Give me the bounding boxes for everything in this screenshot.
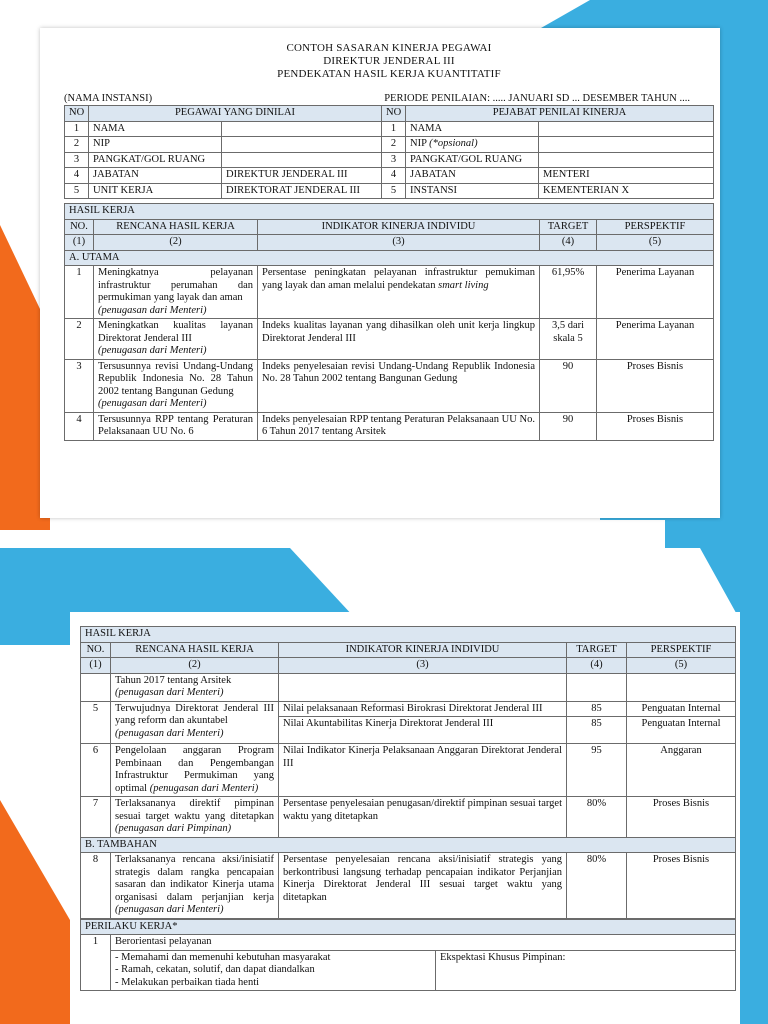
rencana-note: (penugasan dari Menteri) — [115, 727, 224, 739]
row-no — [81, 673, 111, 701]
pegawai-no: 2 — [65, 137, 89, 153]
orange-shape-bottom — [0, 800, 70, 1024]
perilaku-kerja-table — [80, 919, 736, 992]
row-perspektif: Penguatan Internal — [627, 701, 736, 717]
pegawai-no-header: NO — [65, 106, 89, 122]
row-indikator: Nilai Indikator Kinerja Pelaksanaan Anggaran Direktorat Jenderal III — [279, 744, 567, 797]
pegawai-value: DIREKTORAT JENDERAL III — [222, 183, 382, 199]
indikator-italic: smart living — [438, 279, 489, 291]
table-row — [81, 673, 736, 701]
rencana-text: Meningkatkan kualitas layanan Direktorat Jenderal III — [98, 320, 253, 344]
rencana-note: (penugasan dari Menteri) — [149, 782, 259, 794]
row-perspektif: Penerima Layanan — [597, 319, 714, 360]
col-header-rencana: RENCANA HASIL KERJA — [94, 219, 258, 235]
table-row — [65, 359, 714, 412]
col-header-indikator: INDIKATOR KINERJA INDIVIDU — [258, 219, 540, 235]
pegawai-value — [222, 152, 382, 168]
pejabat-header: PEJABAT PENILAI KINERJA — [406, 106, 714, 122]
row-indikator: Indeks penyelesaian RPP tentang Peraturan Pelaksanaan UU No. 6 Tahun 2017 tentang Arsitek — [258, 412, 540, 440]
row-no: 8 — [81, 853, 111, 919]
row-no: 4 — [65, 412, 94, 440]
row-target: 61,95% — [540, 266, 597, 319]
col-number: (4) — [567, 658, 627, 674]
table-row — [65, 412, 714, 440]
pegawai-label: JABATAN — [89, 168, 222, 184]
row-target: 85 — [567, 717, 627, 744]
rencana-text: Terwujudnya Direktorat Jenderal III yang reform dan akuntabel — [115, 702, 274, 726]
table-row — [65, 121, 714, 137]
rencana-note: (penugasan dari Menteri) — [98, 398, 207, 409]
hasil-kerja-table-continued — [80, 626, 736, 919]
row-rencana: Tersusunnya RPP tentang Peraturan Pelaksanaan UU No. 6 — [94, 412, 258, 440]
row-rencana — [94, 266, 258, 319]
list-item: - Ramah, cekatan, solutif, dan dapat diandalkan — [115, 964, 315, 975]
row-rencana — [111, 853, 279, 919]
row-rencana — [111, 797, 279, 838]
col-number: (4) — [540, 235, 597, 251]
row-perspektif — [627, 673, 736, 701]
perilaku-kerja-label: PERILAKU KERJA* — [81, 919, 736, 935]
pejabat-no-header: NO — [382, 106, 406, 122]
row-indikator: Persentase penyelesaian rencana aksi/inisiatif strategis yang berkontribusi langsung terhadap pencapaian indikator Perjanjian Kinerja Direktorat Jenderal III sesuai target waktu yang ditetapkan — [279, 853, 567, 919]
instansi-label: (NAMA INSTANSI) — [64, 93, 153, 104]
hasil-kerja-label: HASIL KERJA — [65, 204, 714, 220]
row-rencana — [111, 744, 279, 797]
col-header-no: NO. — [81, 642, 111, 658]
title-line-1: CONTOH SASARAN KINERJA PEGAWAI — [286, 42, 492, 54]
table-row — [81, 950, 736, 991]
title-line-3: PENDEKATAN HASIL KERJA KUANTITATIF — [277, 68, 501, 80]
row-perspektif: Anggaran — [627, 744, 736, 797]
section-tambahan: B. TAMBAHAN — [81, 837, 736, 853]
section-utama: A. UTAMA — [65, 250, 714, 266]
pejabat-no: 3 — [382, 152, 406, 168]
row-target: 80% — [567, 797, 627, 838]
col-number: (5) — [627, 658, 736, 674]
pejabat-label-note: (*opsional) — [429, 138, 478, 149]
row-indikator — [258, 266, 540, 319]
row-perspektif: Penguatan Internal — [627, 717, 736, 744]
pejabat-value — [539, 137, 714, 153]
table-row — [65, 168, 714, 184]
col-number: (3) — [258, 235, 540, 251]
pejabat-no: 1 — [382, 121, 406, 137]
perilaku-items — [111, 950, 436, 991]
document-page-1 — [40, 28, 720, 518]
meta-row — [64, 93, 714, 104]
col-number: (2) — [111, 658, 279, 674]
row-indikator — [279, 673, 567, 701]
row-no: 7 — [81, 797, 111, 838]
row-perspektif: Penerima Layanan — [597, 266, 714, 319]
pegawai-label: NIP — [89, 137, 222, 153]
row-rencana — [94, 319, 258, 360]
table-row — [65, 266, 714, 319]
row-indikator: Indeks kualitas layanan yang dihasilkan oleh unit kerja lingkup Direktorat Jenderal III — [258, 319, 540, 360]
table-row — [65, 137, 714, 153]
rencana-note: (penugasan dari Menteri) — [98, 304, 207, 316]
row-indikator: Nilai pelaksanaan Reformasi Birokrasi Direktorat Jenderal III — [279, 701, 567, 717]
title-line-2: DIREKTUR JENDERAL III — [323, 55, 455, 67]
row-target: 95 — [567, 744, 627, 797]
col-header-target: TARGET — [540, 219, 597, 235]
table-row — [81, 797, 736, 838]
pegawai-no: 5 — [65, 183, 89, 199]
row-no: 2 — [65, 319, 94, 360]
col-header-perspektif: PERSPEKTIF — [597, 219, 714, 235]
row-no: 1 — [65, 266, 94, 319]
table-row — [81, 744, 736, 797]
pejabat-no: 2 — [382, 137, 406, 153]
col-header-target: TARGET — [567, 642, 627, 658]
pejabat-label — [406, 152, 539, 168]
row-target: 90 — [540, 359, 597, 412]
pejabat-label-text: PANGKAT/GOL RUANG — [410, 153, 523, 165]
col-number: (5) — [597, 235, 714, 251]
periode-label: PERIODE PENILAIAN: ..... JANUARI SD ... DESEMBER TAHUN .... — [384, 93, 690, 104]
pejabat-value: KEMENTERIAN X — [539, 183, 714, 199]
pegawai-label: PANGKAT/GOL RUANG — [89, 152, 222, 168]
pegawai-value — [222, 137, 382, 153]
table-row — [65, 152, 714, 168]
row-perspektif: Proses Bisnis — [627, 853, 736, 919]
rencana-text: Terlaksananya direktif pimpinan sesuai target waktu yang ditetapkan — [115, 798, 274, 822]
list-item: - Melakukan perbaikan tiada henti — [115, 976, 260, 988]
pegawai-label: NAMA — [89, 121, 222, 137]
row-rencana — [94, 359, 258, 412]
row-target: 3,5 dari skala 5 — [540, 319, 597, 360]
pegawai-header: PEGAWAI YANG DINILAI — [89, 106, 382, 122]
pegawai-label: UNIT KERJA — [89, 183, 222, 199]
col-number: (1) — [81, 658, 111, 674]
rencana-text: Tersusunnya revisi Undang-Undang Republik Indonesia No. 28 Tahun 2002 tentang Bangunan Gedung — [98, 360, 253, 397]
pegawai-pejabat-table — [64, 105, 714, 199]
row-no: 3 — [65, 359, 94, 412]
table-row — [81, 853, 736, 919]
rencana-text: Meningkatnya pelayanan infrastruktur perumahan dan permukiman yang layak dan aman — [98, 267, 253, 303]
row-perspektif: Proses Bisnis — [597, 359, 714, 412]
row-target: 80% — [567, 853, 627, 919]
list-item: - Memahami dan memenuhi kebutuhan masyarakat — [115, 951, 331, 963]
pejabat-no: 4 — [382, 168, 406, 184]
row-target — [567, 673, 627, 701]
indikator-text: Persentase peningkatan pelayanan infrastruktur pemukiman yang layak dan aman melalui pendekatan — [262, 267, 535, 291]
document-page-2 — [70, 612, 740, 1024]
row-target: 90 — [540, 412, 597, 440]
col-header-indikator: INDIKATOR KINERJA INDIVIDU — [279, 642, 567, 658]
pejabat-label-text: NIP — [410, 138, 430, 149]
pegawai-value — [222, 121, 382, 137]
col-number: (1) — [65, 235, 94, 251]
pegawai-no: 1 — [65, 121, 89, 137]
row-no: 5 — [81, 701, 111, 744]
pegawai-no: 4 — [65, 168, 89, 184]
row-indikator: Persentase penyelesaian penugasan/direktif pimpinan sesuai target waktu yang ditetapkan — [279, 797, 567, 838]
pejabat-value — [539, 152, 714, 168]
rencana-note: (penugasan dari Menteri) — [115, 904, 224, 915]
row-perspektif: Proses Bisnis — [627, 797, 736, 838]
ekspektasi-pimpinan: Ekspektasi Khusus Pimpinan: — [436, 950, 736, 991]
pejabat-value: MENTERI — [539, 168, 714, 184]
rencana-note: (penugasan dari Menteri) — [98, 345, 207, 356]
pegawai-value: DIREKTUR JENDERAL III — [222, 168, 382, 184]
col-header-perspektif: PERSPEKTIF — [627, 642, 736, 658]
hasil-kerja-table — [64, 203, 714, 441]
rencana-text: Terlaksananya rencana aksi/inisiatif strategis dalam rangka pencapaian sasaran dan indikator Kinerja utama organisasi dalam perjanjian kerja — [115, 854, 274, 903]
col-number: (2) — [94, 235, 258, 251]
col-header-no: NO. — [65, 219, 94, 235]
perilaku-title: Berorientasi pelayanan — [111, 935, 736, 951]
pejabat-label — [406, 168, 539, 184]
hasil-kerja-label: HASIL KERJA — [81, 627, 736, 643]
rencana-text: Pengelolaan anggaran Program Pembinaan dan Pengembangan Infrastruktur Permukiman yang optimal — [115, 745, 274, 794]
pejabat-label — [406, 137, 539, 153]
row-rencana — [111, 673, 279, 701]
table-row — [65, 319, 714, 360]
row-no: 6 — [81, 744, 111, 797]
rencana-note: (penugasan dari Menteri) — [115, 687, 224, 698]
col-header-rencana: RENCANA HASIL KERJA — [111, 642, 279, 658]
col-number: (3) — [279, 658, 567, 674]
table-row — [81, 701, 736, 717]
pejabat-label-text: INSTANSI — [410, 184, 457, 196]
pejabat-no: 5 — [382, 183, 406, 199]
table-row — [81, 935, 736, 951]
rencana-text: Tahun 2017 tentang Arsitek — [115, 674, 232, 686]
pejabat-label — [406, 183, 539, 199]
pejabat-value — [539, 121, 714, 137]
row-indikator: Nilai Akuntabilitas Kinerja Direktorat Jenderal III — [279, 717, 567, 744]
document-title — [64, 42, 714, 81]
table-row — [65, 183, 714, 199]
row-target: 85 — [567, 701, 627, 717]
row-indikator: Indeks penyelesaian revisi Undang-Undang Republik Indonesia No. 28 Tahun 2002 tentang Bangunan Gedung — [258, 359, 540, 412]
pejabat-label — [406, 121, 539, 137]
row-rencana — [111, 701, 279, 744]
perilaku-no: 1 — [81, 935, 111, 991]
pejabat-label-text: JABATAN — [410, 169, 456, 180]
pegawai-no: 3 — [65, 152, 89, 168]
pejabat-label-text: NAMA — [410, 122, 443, 134]
rencana-note: (penugasan dari Pimpinan) — [115, 823, 232, 834]
row-perspektif: Proses Bisnis — [597, 412, 714, 440]
